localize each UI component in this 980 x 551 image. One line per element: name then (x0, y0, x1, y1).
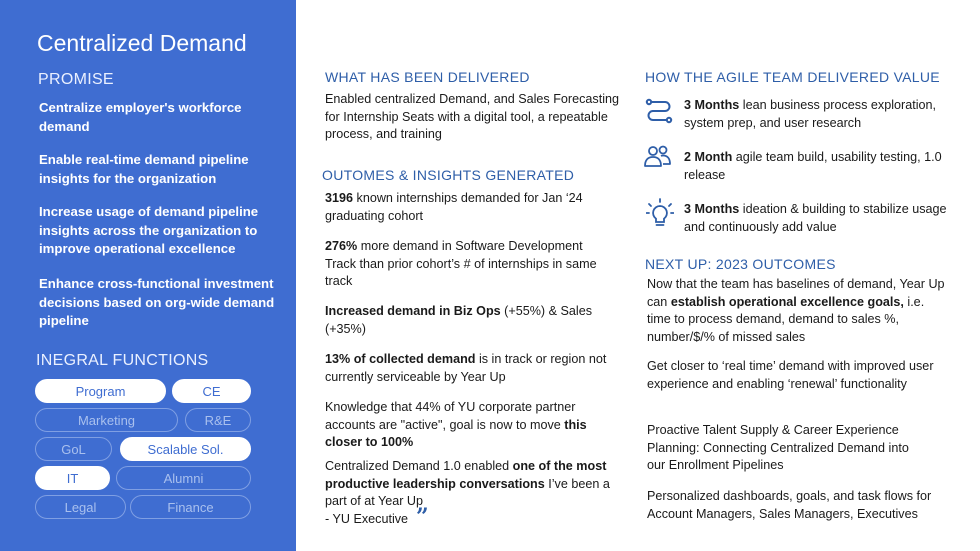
quote-text: Centralized Demand 1.0 enabled (325, 459, 513, 473)
next-up-text: i.e. time to process demand, demand to sales %, number/$/% of missed sales (647, 294, 925, 344)
agile-duration: 2 Month (684, 150, 733, 164)
next-up-text: Now that the team has baselines of demand, Year Up can (647, 277, 945, 309)
next-up-item: Get closer to ‘real time’ demand with improved user experience and enabling ‘renewal’ functionality (647, 359, 934, 391)
agile-heading: HOW THE AGILE TEAM DELIVERED VALUE (645, 69, 940, 85)
next-up-item (647, 276, 947, 346)
agile-item (684, 97, 969, 132)
promise-heading: PROMISE (38, 71, 114, 88)
next-up-highlight: establish operational excellence goals, (670, 294, 904, 309)
lightbulb-icon (646, 198, 674, 230)
agile-text: ideation & building to stabilize usage and continuously add value (684, 202, 947, 234)
next-up-item: Personalized dashboards, goals, and task flows for Account Managers, Sales Managers, Executives (647, 489, 932, 521)
team-people-icon (642, 143, 674, 171)
next-up-item: Proactive Talent Supply & Career Experience Planning: Connecting Centralized Demand into our Enrollment Pipelines (647, 423, 909, 472)
outcome-highlight: Increased demand in Biz Ops (325, 304, 501, 318)
function-pill-legal[interactable]: Legal (35, 495, 126, 519)
agile-duration: 3 Months (684, 202, 740, 216)
outcome-text: known internships demanded for Jan ‘24 graduating cohort (325, 191, 583, 223)
outcome-item (325, 351, 620, 386)
promise-item: Enhance cross-functional investment decisions based on org-wide demand pipeline (39, 276, 275, 328)
outcome-text: Knowledge that 44% of YU corporate partner accounts are "active", goal is now to move (325, 400, 576, 432)
outcome-text: is in track or region not currently serviceable by Year Up (325, 352, 607, 384)
outcome-highlight: this closer to 100% (325, 417, 587, 449)
function-pill-scalable-sol[interactable]: Scalable Sol. (120, 437, 251, 461)
function-pill-program[interactable]: Program (35, 379, 166, 403)
functions-heading: INEGRAL FUNCTIONS (36, 352, 209, 369)
process-flow-icon (645, 97, 673, 125)
quote-text: I’ve been a part of at Year Up (325, 476, 610, 508)
quote-mark-icon: ” (416, 504, 429, 530)
quote-highlight: one of the most productive leadership conversations (325, 459, 607, 491)
outcome-item (325, 190, 605, 225)
next-up-heading: NEXT UP: 2023 OUTCOMES (645, 256, 836, 272)
outcome-highlight: 3196 (325, 191, 354, 205)
agile-item (684, 201, 954, 236)
function-pill-alumni[interactable]: Alumni (116, 466, 251, 490)
agile-text: agile team build, usability testing, 1.0 release (684, 150, 942, 182)
function-pill-gol[interactable]: GoL (35, 437, 112, 461)
outcome-highlight: 276% (325, 239, 358, 253)
agile-item (684, 149, 954, 184)
function-pill-ce[interactable]: CE (172, 379, 251, 403)
outcome-item (325, 303, 600, 338)
outcomes-heading: OUTOMES & INSIGHTS GENERATED (322, 167, 575, 183)
executive-quote (325, 458, 620, 528)
function-pill-it[interactable]: IT (35, 466, 110, 490)
function-pill-re[interactable]: R&E (185, 408, 251, 432)
promise-item: Centralize employer's workforce demand (39, 100, 242, 134)
outcome-highlight: 13% of collected demand (325, 352, 476, 366)
promise-item: Increase usage of demand pipeline insights across the organization to improve operational excellence (39, 204, 259, 256)
function-pill-finance[interactable]: Finance (130, 495, 251, 519)
quote-attribution: - YU Executive (325, 511, 409, 526)
promise-item: Enable real-time demand pipeline insights for the organization (39, 152, 249, 186)
outcome-item (325, 238, 615, 291)
outcome-item (325, 399, 610, 452)
outcome-text: more demand in Software Development Track than prior cohort’s # of internships in same track (325, 239, 597, 288)
sidebar-panel (0, 0, 296, 551)
page-title: Centralized Demand (37, 30, 247, 56)
agile-duration: 3 Months (684, 98, 740, 112)
function-pill-marketing[interactable]: Marketing (35, 408, 178, 432)
delivered-text: Enabled centralized Demand, and Sales Forecasting for Internship Seats with a digital tool, a repeatable process, and training (325, 92, 620, 141)
delivered-heading: WHAT HAS BEEN DELIVERED (325, 69, 530, 85)
agile-text: lean business process exploration, system prep, and user research (684, 98, 936, 130)
outcome-text: (+55%) & Sales (+35%) (325, 304, 593, 336)
